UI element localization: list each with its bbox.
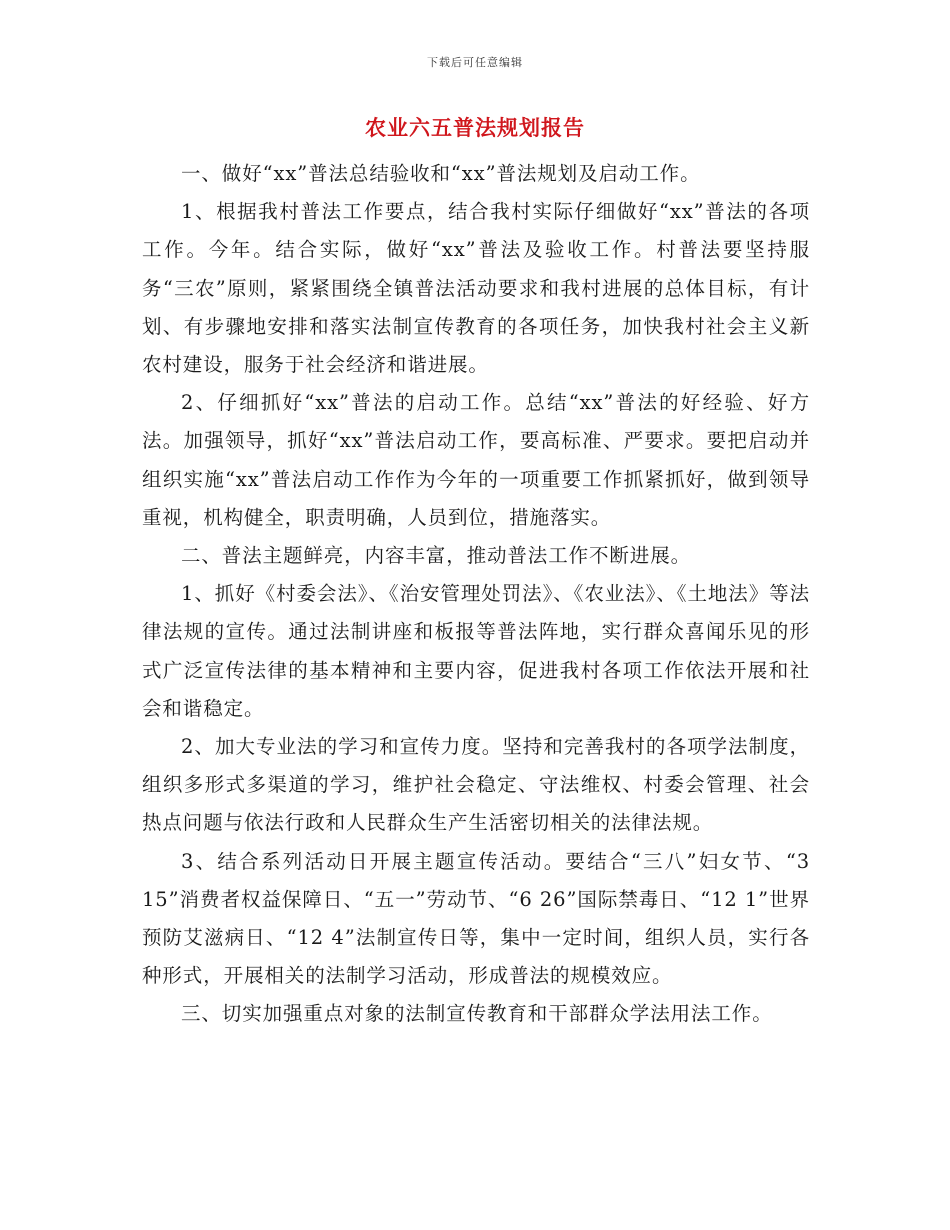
document-body — [142, 155, 810, 1034]
paragraph-section-1-heading: 一、做好“xx”普法总结验收和“xx”普法规划及启动工作。 — [181, 162, 701, 185]
paragraph-2-1: 1、抓好《村委会法》、《治安管理处罚法》、《农业法》、《土地法》等法律法规的宣传。通过法制讲座和板报等普法阵地，实行群众喜闻乐见的形式广泛宣传法律的基本精神和主要内容，促进我村各项工作依法开展和社会和谐稳定。 — [142, 582, 810, 720]
paragraph-2-2: 2、加大专业法的学习和宣传力度。坚持和完善我村的各项学法制度，组织多形式多渠道的学习，维护社会稳定、守法维权、村委会管理、社会热点问题与依法行政和人民群众生产生活密切相关的法律法规。 — [142, 735, 810, 835]
paragraph-section-2-heading: 二、普法主题鲜亮，内容丰富，推动普法工作不断进展。 — [181, 544, 692, 568]
paragraph-1-2: 2、仔细抓好“xx”普法的启动工作。总结“xx”普法的好经验、好方法。加强领导，抓好“xx”普法启动工作，要高标准、严要求。要把启动并组织实施“xx”普法启动工作作为今年的一项重要工作抓紧抓好，做到领导重视，机构健全，职责明确，人员到位，措施落实。 — [142, 391, 810, 529]
paragraph-1-1: 1、根据我村普法工作要点，结合我村实际仔细做好“xx”普法的各项工作。今年。结合实际，做好“xx”普法及验收工作。村普法要坚持服务“三农”原则，紧紧围绕全镇普法活动要求和我村进展的总体目标，有计划、有步骤地安排和落实法制宣传教育的各项任务，加快我村社会主义新农村建设，服务于社会经济和谐进展。 — [142, 200, 810, 377]
paragraph-section-3-heading: 三、切实加强重点对象的法制宣传教育和干部群众学法用法工作。 — [181, 1002, 773, 1026]
document-title: 农业六五普法规划报告 — [365, 115, 585, 140]
paragraph-2-3: 3、结合系列活动日开展主题宣传活动。要结合“三八”妇女节、“3 15”消费者权益保障日、“五一”劳动节、“6 26”国际禁毒日、“12 1”世界预防艾滋病日、“12 4”法制宣传日等，集中一定时间，组织人员，实行各种形式，开展相关的法制学习活动，形成普法的规模效应。 — [142, 849, 810, 988]
header-note: 下载后可任意编辑 — [427, 56, 523, 69]
